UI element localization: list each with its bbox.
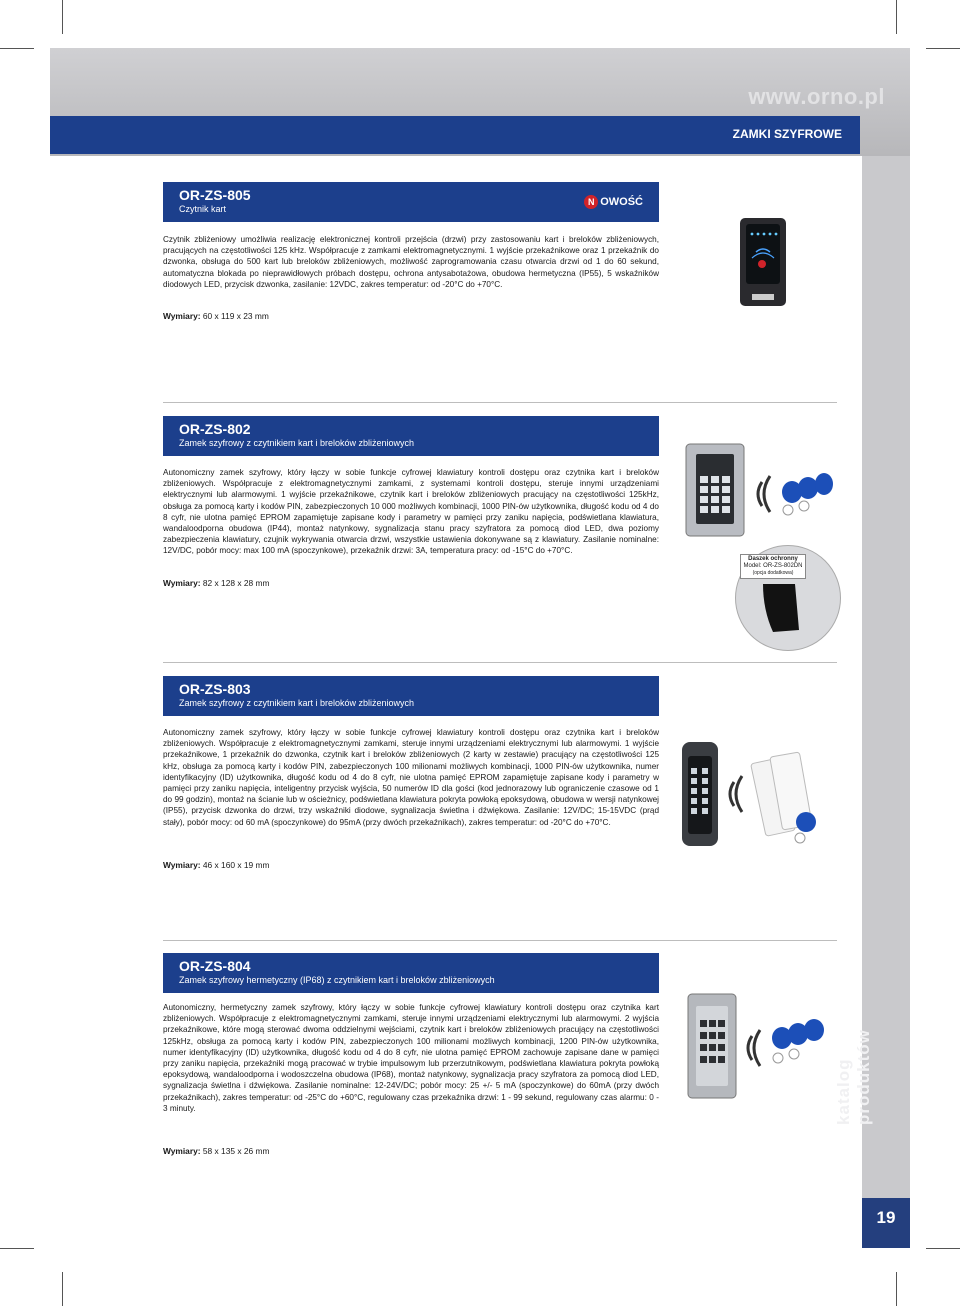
page-number-box xyxy=(862,1198,910,1248)
crop-mark xyxy=(0,1248,34,1249)
product-title-bar xyxy=(163,953,659,993)
reader-image xyxy=(738,216,788,308)
hermetic-keypad-image xyxy=(686,992,832,1102)
section-divider xyxy=(163,402,837,403)
crop-mark xyxy=(896,1272,897,1306)
product-code: OR-ZS-804 xyxy=(179,958,251,974)
dims-label: Wymiary: xyxy=(163,1146,201,1156)
product-dimensions xyxy=(163,311,269,321)
product-description: Czytnik zbliżeniowy umożliwia realizację elektronicznej kontroli przejścia (drzwi) przy zastosowaniu kart i breloków zbliżeniowych, pracujących na częstotliwości 125 kHz. Współpracuje z zamkami elektromagnetycznymi. 1 wyjście przekaźnikowe oraz 1 przekaźnik do dzwonka, obsługa do 500 kart lub breloków zbliżeniowych, możliwość zaprogramowania czasu otwarcia drzwi od 1 do 60 sekund, automatyczna blokada po nieprawidłowych próbach dostępu, ochrona antysabotażowa, obudowa hermetyczna (IP55), 5 wskaźników diodowych LED, przycisk dzwonka, zasilanie: 12VDC, zakres temperatur: od -20°C do +70°C. xyxy=(163,235,659,289)
new-badge-text: OWOŚĆ xyxy=(600,196,643,208)
new-badge xyxy=(584,195,643,209)
product-title-bar xyxy=(163,676,659,716)
product-subtitle: Zamek szyfrowy z czytnikiem kart i breloków zbliżeniowych xyxy=(179,438,415,448)
product-description: Autonomiczny zamek szyfrowy, który łączy w sobie funkcje cyfrowej klawiatury kontroli dostępu oraz czytnika kart i breloków zbliżeniowych. Współpracuje z elektromagnetycznymi zamkami, z systemami kontroli dostępu, steruje innymi urządzeniami elektrycznymi lub alarmowymi. 1 wyjście przekaźnikowe, czytnik kart i breloków zbliżeniowych pracujący na częstotliwości 125kHz, obsługa za pomocą karty i kodów PIN, zabezpieczonych 10 000 możliwych kombinacji, 1000 PIN-ów użytkownika, długość kodu od 4 do 8 cyfr, nie ulotna pamięć EPROM zapamiętuje zapisane kody i parametry w pamięci przy zaniku napięcia, podświetlana klawiatura, wandaloodporna obudowa (IP44), montaż natynkowy, sygnalizacja stanu pracy szyfratora za pomocą diod LED, dwa poziomy zabezpieczenia klawiatury, czujnik wykrywania otwarcia drzwi, wszystkie ustawienia dokonywane są z klawiatury. Zasilanie nominalne: 12V/DC, pobór mocy: max 100 mA (spoczynkowe), przekaźnik drzwi: 3A, temperatura pracy: od -15°C do +70°C. xyxy=(163,468,659,556)
product-code: OR-ZS-805 xyxy=(179,187,251,203)
product-subtitle: Zamek szyfrowy z czytnikiem kart i breloków zbliżeniowych xyxy=(179,698,415,708)
accessory-note: (opcja dodatkowa) xyxy=(752,570,794,576)
keypad-image xyxy=(684,442,834,542)
category-bar xyxy=(50,116,860,154)
product-dimensions xyxy=(163,1146,269,1156)
product-subtitle: Czytnik kart xyxy=(179,204,227,214)
category-title: ZAMKI SZYFROWE xyxy=(732,127,842,141)
crop-mark xyxy=(62,1272,63,1306)
dims-value: 46 x 160 x 19 mm xyxy=(202,860,270,870)
dims-label: Wymiary: xyxy=(163,578,201,588)
product-code: OR-ZS-803 xyxy=(179,681,251,697)
dims-value: 60 x 119 x 23 mm xyxy=(202,311,269,321)
side-title: katalog produktów xyxy=(834,1029,873,1125)
crop-mark xyxy=(62,0,63,34)
accessory-model: Model: OR-ZS-802DN xyxy=(743,563,803,569)
section-divider xyxy=(163,662,837,663)
accessory-label xyxy=(740,554,806,579)
product-description: Autonomiczny, hermetyczny zamek szyfrowy, który łączy w sobie funkcje cyfrowej klawiatury kontroli dostępu oraz czytnika kart zbliżeniowych. Współpracuje z elektromagnetycznymi zamkami, steruje innymi urządzeniami elektrycznymi lub alarmowymi. 2 wyjścia przekaźnikowe, które mogą sterować dwoma oddzielnymi wejściami, czytnik kart i breloków zbliżeniowych pracujący na częstotliwości 125kHz, obsługa za pomocą karty i kodów PIN, zabezpieczonych 100 milionami możliwych kombinacji, 1200 PIN-ów użytkownika, numer identyfikacyjny (ID) użytkownika, długość kodu od 4 do 8 cyfr, nie ulotna pamięć EPROM zachowuje zapisane dane w pamięci przy zaniku napięcia, przekaźniki mogą pracować w trybie impulsowym lub przerzutnikowym, podświetlana klawiatura pokryta powłoką epoksydową, wandaloodporna i wodoszczelna obudowa (IP68), montaż natynkowy, sygnalizacja pracy szyfratora za pomocą diod LED, sygnalizacja świetlna i dźwiękowa. Zasilanie nominalne: 12-24V/DC; pobór mocy: 25 +/- 5 mA (spoczynkowe) do 60mA (przy dwóch przekaźnikach), zakres temperatur: od -25°C do +60°C, regulowany czas przekaźnika drzwi: 1 - 99 sekund, regulowany czas alarmu: 0 - 3 minuty. xyxy=(163,1003,659,1113)
product-title-bar xyxy=(163,182,659,222)
crop-mark xyxy=(926,48,960,49)
product-subtitle: Zamek szyfrowy hermetyczny (IP68) z czytnikiem kart i breloków zbliżeniowych xyxy=(179,975,495,985)
dims-label: Wymiary: xyxy=(163,860,201,870)
crop-mark xyxy=(896,0,897,34)
product-description: Autonomiczny zamek szyfrowy, który łączy w sobie funkcje cyfrowej klawiatury kontroli dostępu oraz czytnika kart i breloków zbliżeniowych. Współpracuje z elektromagnetycznymi zamkami, steruje innymi urządzeniami elektrycznymi lub alarmowymi. 1 wyjście przekaźnikowe, 1 przekaźnik do dzwonka, czytnik kart i breloków zbliżeniowych (2 karty w zestawie) pracujący na częstotliwości 125 kHz, obsługa za pomocą karty i kodów PIN, zabezpieczonych 100 milionami możliwych kombinacji, 1000 PIN-ów użytkownika, numer identyfikacyjny (ID) użytkownika, długość kodu od 4 do 8 cyfr, nie ulotna pamięć EPROM zapamiętuje zapisane kody i parametry w pamięci przy zaniku napięcia, inteligentny przycisk wyjścia, 50 numerów ID dla gości (kod jednorazowy lub ograniczenie czasowe od 1 do 99 godzin), montaż na ścianie lub w ościeżnicy, podświetlana klawiatura pokryta powłoką epoksydową, obudowa w wersji natynkowej (IP55), przycisk dzwonka do drzwi, trzy wskaźniki diodowe, sygnalizacja świetlna i dźwiękowa. Zasilanie: 12V/DC; 15-15VDC (prąd stały), pobór mocy: od 60 mA (spoczynkowe) do 95mA (przy dwóch przekaźnikach), zakres temperatur: od -20°C do +70°C. xyxy=(163,728,659,827)
dims-label: Wymiary: xyxy=(163,311,201,321)
section-divider xyxy=(163,940,837,941)
product-code: OR-ZS-802 xyxy=(179,421,251,437)
dims-value: 82 x 128 x 28 mm xyxy=(202,578,270,588)
product-dimensions xyxy=(163,860,269,870)
new-badge-letter: N xyxy=(584,195,598,209)
slim-keypad-image xyxy=(680,740,830,848)
crop-mark xyxy=(926,1248,960,1249)
page-number: 19 xyxy=(876,1208,896,1227)
crop-mark xyxy=(0,48,34,49)
accessory-title: Daszek ochronny xyxy=(748,556,798,562)
site-url[interactable]: www.orno.pl xyxy=(748,84,885,109)
product-dimensions xyxy=(163,578,269,588)
rain-cover-image xyxy=(755,580,805,636)
product-title-bar xyxy=(163,416,659,456)
dims-value: 58 x 135 x 26 mm xyxy=(202,1146,270,1156)
